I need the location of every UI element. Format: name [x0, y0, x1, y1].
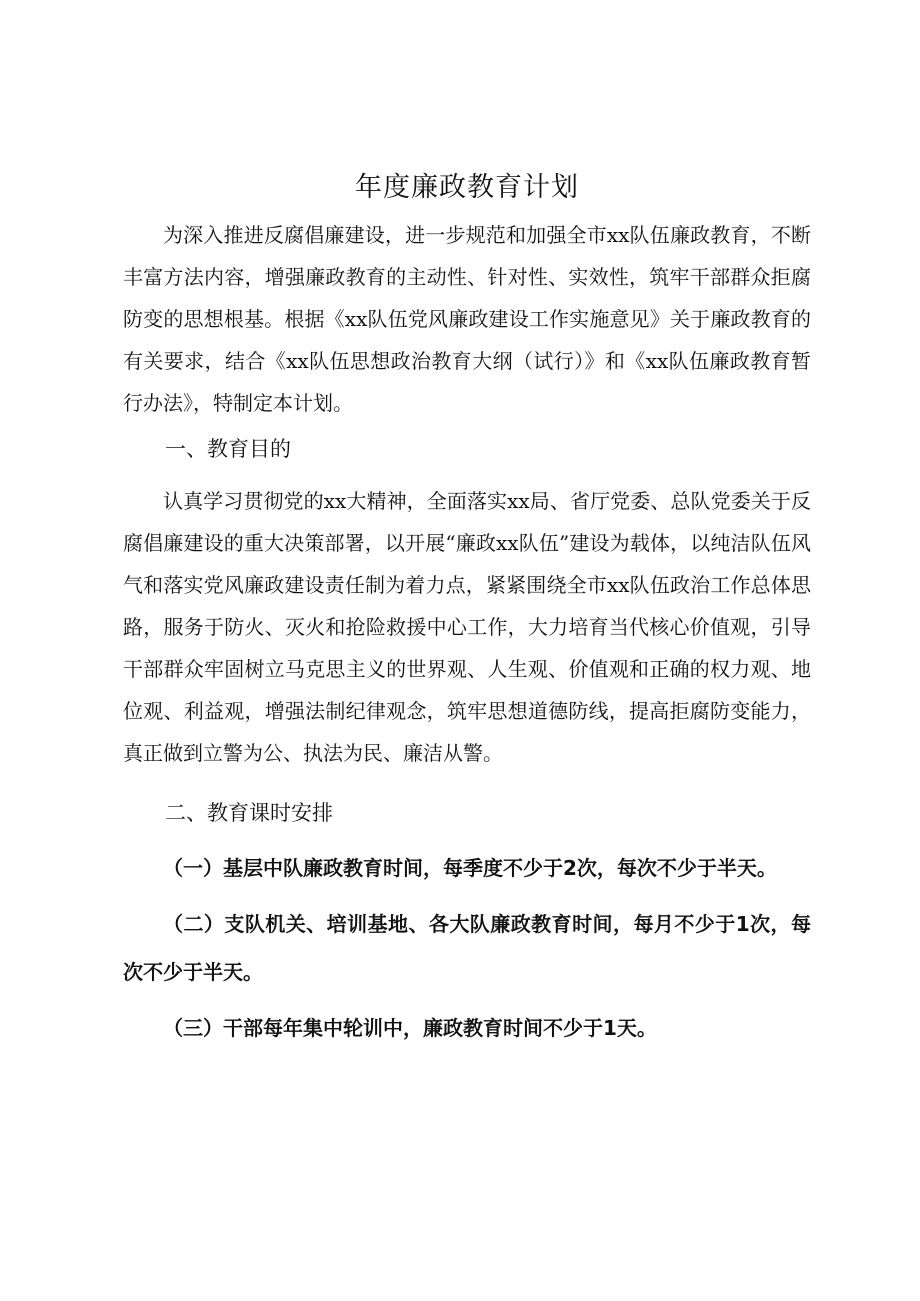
- section-heading-schedule: 二、教育课时安排: [165, 801, 333, 825]
- section-heading-purpose: 一、教育目的: [165, 437, 291, 461]
- document-title: 年度廉政教育计划: [355, 172, 579, 203]
- schedule-item: （三）干部每年集中轮训中，廉政教育时间不少于1天。: [163, 1016, 657, 1040]
- schedule-item: （二）支队机关、培训基地、各大队廉政教育时间，每月不少于1次，每次不少于半天。: [123, 912, 811, 984]
- document-page: [123, 168, 811, 1060]
- schedule-item: （一）基层中队廉政教育时间，每季度不少于2次，每次不少于半天。: [163, 856, 777, 880]
- intro-paragraph: 为深入推进反腐倡廉建设，进一步规范和加强全市xx队伍廉政教育，不断丰富方法内容，增强廉政教育的主动性、针对性、实效性，筑牢干部群众拒腐防变的思想根基。根据《xx队伍党风廉政建设工作实施意见》关于廉政教育的有关要求，结合《xx队伍思想政治教育大纲（试行）》和《xx队伍廉政教育暂行办法》，特制定本计划。: [123, 223, 811, 415]
- purpose-paragraph: 认真学习贯彻党的xx大精神，全面落实xx局、省厅党委、总队党委关于反腐倡廉建设的重大决策部署，以开展“廉政xx队伍”建设为载体，以纯洁队伍风气和落实党风廉政建设责任制为着力点，紧紧围绕全市xx队伍政治工作总体思路，服务于防火、灭火和抢险救援中心工作，大力培育当代核心价值观，引导干部群众牢固树立马克思主义的世界观、人生观、价值观和正确的权力观、地位观、利益观，增强法制纪律观念，筑牢思想道德防线，提高拒腐防变能力，真正做到立警为公、执法为民、廉洁从警。: [123, 489, 811, 765]
